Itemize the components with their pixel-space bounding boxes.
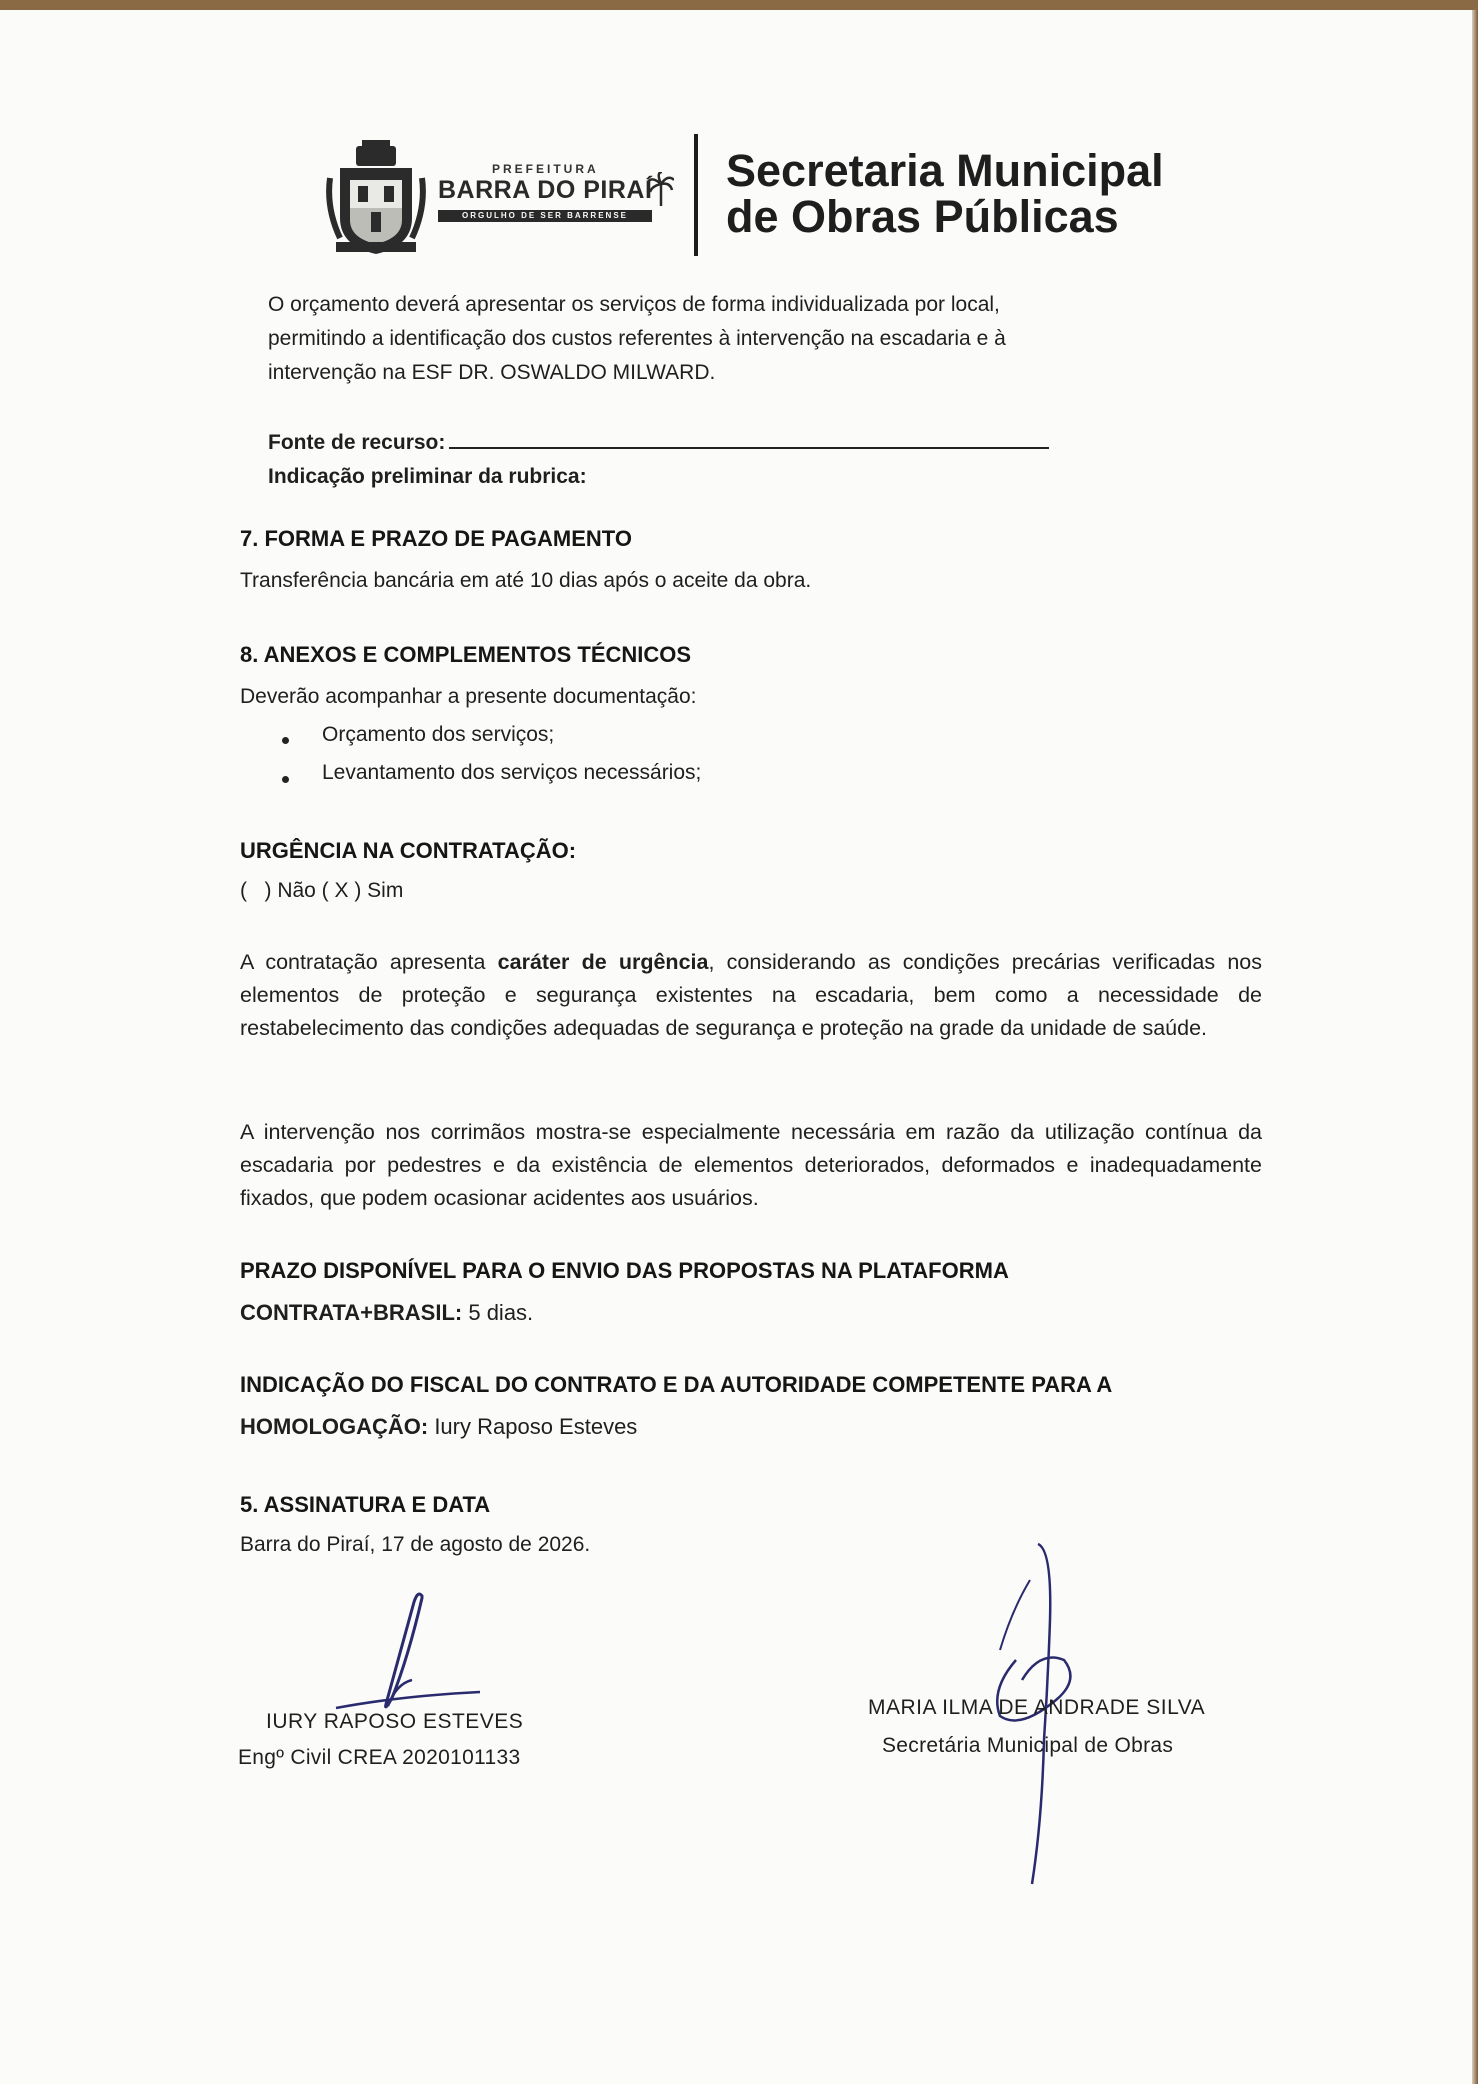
- prazo-platform-label: CONTRATA+BRASIL:: [240, 1300, 463, 1325]
- city-name: BARRA DO PIRAÍ: [438, 176, 653, 204]
- prazo-line-1: PRAZO DISPONÍVEL PARA O ENVIO DAS PROPOSTAS NA PLATAFORMA: [240, 1258, 1009, 1283]
- urgencia-paragraph-1-start: A contratação apresenta: [240, 950, 498, 974]
- signatory-2-role: Secretária Municipal de Obras: [882, 1734, 1174, 1757]
- assinatura-heading: 5. ASSINATURA E DATA: [240, 1492, 491, 1517]
- assinatura-date: Barra do Piraí, 17 de agosto de 2026.: [240, 1533, 591, 1556]
- section-8-heading: 8. ANEXOS E COMPLEMENTOS TÉCNICOS: [240, 642, 692, 667]
- bullet-icon: [282, 776, 289, 783]
- prazo-line-2: [240, 1296, 533, 1330]
- intro-line-2: permitindo a identificação dos custos referentes à intervenção na escadaria e à: [268, 327, 1006, 350]
- prefeitura-label: PREFEITURA: [492, 162, 599, 176]
- section-7-heading: 7. FORMA E PRAZO DE PAGAMENTO: [240, 526, 632, 551]
- intro-line-1: O orçamento deverá apresentar os serviços de forma individualizada por local,: [268, 293, 1000, 316]
- document-page: [0, 10, 1472, 2084]
- municipal-crest-icon: [326, 138, 426, 256]
- homologacao-label: HOMOLOGAÇÃO:: [240, 1414, 429, 1439]
- section-8-text: Deverão acompanhar a presente documentação:: [240, 685, 697, 708]
- annex-item-1: Orçamento dos serviços;: [322, 723, 555, 746]
- prefeitura-logo: [438, 162, 664, 232]
- fiscal-name: Iury Raposo Esteves: [428, 1414, 638, 1439]
- fiscal-line-2: [240, 1410, 637, 1444]
- signature-iury-icon: [300, 1588, 500, 1718]
- city-tagline: ORGULHO DE SER BARRENSE: [438, 210, 652, 222]
- signatory-1-name: IURY RAPOSO ESTEVES: [266, 1710, 524, 1733]
- paper-edge: [1472, 10, 1478, 2084]
- secretaria-line-2: de Obras Públicas: [726, 191, 1119, 242]
- urgencia-options: ( ) Não ( X ) Sim: [240, 879, 404, 902]
- rubrica-label: Indicação preliminar da rubrica:: [268, 465, 587, 488]
- urgencia-paragraph-1-end: , considerando as condições precárias verificadas nos elementos de proteção e segurança existentes na escadaria, bem como a necessidade de restabelecimento das condições adequadas de segurança e proteção na grade da unidade de saúde.: [240, 950, 1262, 1040]
- palm-tree-icon: [648, 172, 674, 206]
- urgencia-paragraph-2: A intervenção nos corrimãos mostra-se especialmente necessária em razão da utilização contínua da escadaria por pedestres e da existência de elementos deteriorados, deformados e inadequadamente fixados, que podem ocasionar acidentes aos usuários.: [240, 1120, 1262, 1210]
- urgencia-emphasis: caráter de urgência: [497, 950, 709, 974]
- signatory-1-role: Engº Civil CREA 2020101133: [238, 1746, 521, 1769]
- fonte-recurso-blank-line: [449, 427, 1049, 449]
- secretaria-line-1: Secretaria Municipal: [726, 145, 1164, 196]
- urgencia-paragraph-1: [240, 946, 1262, 1045]
- prazo-value: 5 dias.: [462, 1300, 534, 1325]
- secretaria-title: [726, 145, 1164, 242]
- bullet-icon: [282, 737, 289, 744]
- annex-item-2: Levantamento dos serviços necessários;: [322, 761, 702, 784]
- urgencia-heading: URGÊNCIA NA CONTRATAÇÃO:: [240, 838, 577, 863]
- fonte-recurso-row: [268, 426, 1049, 460]
- letterhead: [326, 132, 1206, 262]
- section-7-text: Transferência bancária em até 10 dias após o aceite da obra.: [240, 569, 812, 592]
- fiscal-line-1: INDICAÇÃO DO FISCAL DO CONTRATO E DA AUTORIDADE COMPETENTE PARA A: [240, 1372, 1113, 1397]
- fonte-recurso-label: Fonte de recurso:: [268, 431, 446, 454]
- header-divider: [694, 134, 698, 256]
- intro-line-3: intervenção na ESF DR. OSWALDO MILWARD.: [268, 361, 716, 384]
- signatory-2-name: MARIA ILMA DE ANDRADE SILVA: [868, 1696, 1206, 1719]
